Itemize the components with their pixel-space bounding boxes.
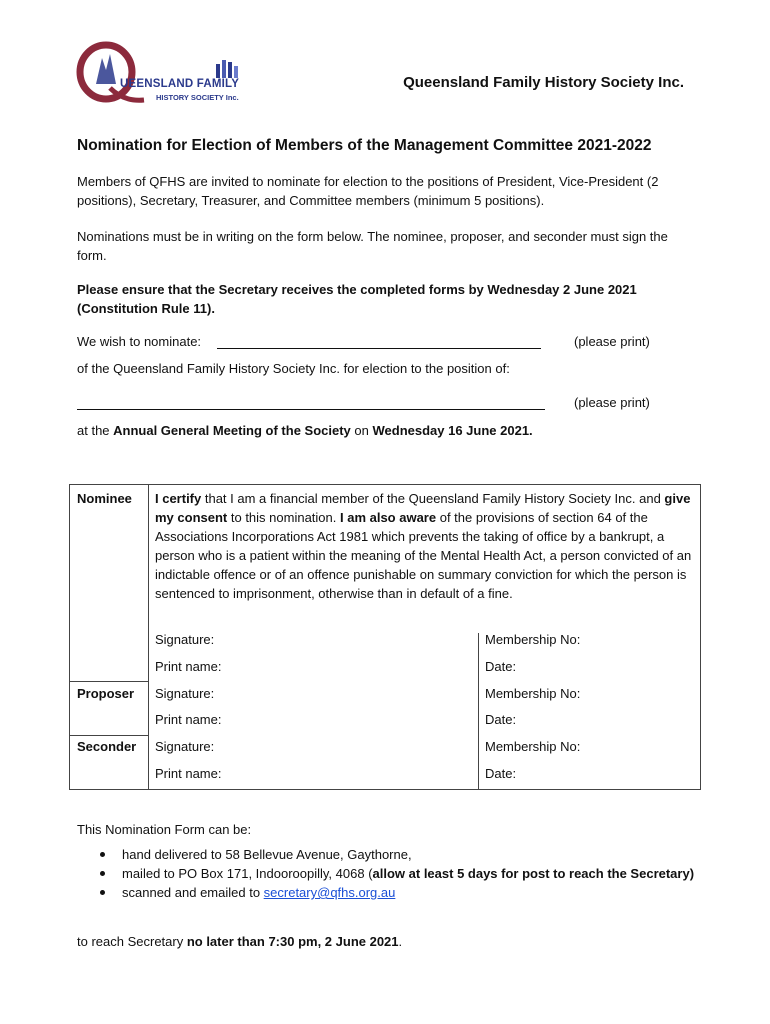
nominee-signature-field[interactable]: Signature:: [155, 632, 215, 647]
certify-bold: I certify: [155, 491, 202, 506]
list-item: [96, 864, 696, 883]
seconder-print-name-field[interactable]: Print name:: [155, 766, 222, 781]
position-label: of the Queensland Family History Society Inc. for election to the position of:: [77, 361, 510, 376]
seconder-label: Seconder: [77, 739, 137, 754]
row-divider-proposer: [70, 681, 148, 682]
position-field[interactable]: [77, 409, 545, 410]
final-deadline: [77, 932, 402, 951]
agm-prefix: at the: [77, 423, 114, 438]
table-column-divider: [148, 485, 149, 789]
print-note-2: (please print): [574, 395, 650, 410]
print-note-1: (please print): [574, 334, 650, 349]
proposer-label: Proposer: [77, 686, 135, 701]
proposer-membership-field[interactable]: Membership No:: [485, 686, 581, 701]
agm-mid: on: [350, 423, 373, 438]
final-deadline-text: to reach Secretary: [77, 934, 187, 949]
deadline-notice: Please ensure that the Secretary receives the completed forms by Wednesday 2 June 2021 (Constitution Rule 11).: [77, 282, 637, 316]
nominee-date-field[interactable]: Date:: [485, 659, 517, 674]
organisation-name: Queensland Family History Society Inc.: [403, 74, 684, 91]
row-divider-seconder: [70, 735, 148, 736]
post-warning: allow at least 5 days for post to reach the Secretary): [372, 866, 695, 881]
certify-text-2: to this nomination.: [227, 510, 340, 525]
email-text: scanned and emailed to: [122, 885, 264, 900]
signature-table: [69, 484, 701, 790]
logo-wordmark: UEENSLAND FAMILY: [120, 78, 240, 90]
nominee-certification: [155, 489, 695, 603]
hand-delivery-text: hand delivered to 58 Bellevue Avenue, Gaythorne,: [122, 847, 412, 862]
final-deadline-end: .: [398, 934, 403, 949]
nominate-label: We wish to nominate:: [77, 334, 202, 349]
consent-bold: give my consent: [155, 491, 691, 525]
final-deadline-bold: no later than 7:30 pm, 2 June 2021: [186, 934, 399, 949]
post-text: mailed to PO Box 171, Indooroopilly, 4068 (: [122, 866, 373, 881]
submission-intro: This Nomination Form can be:: [77, 822, 252, 837]
agm-name: Annual General Meeting of the Society: [113, 423, 351, 438]
seconder-date-field[interactable]: Date:: [485, 766, 517, 781]
secretary-email-link[interactable]: secretary@qfhs.org.au: [263, 885, 396, 900]
certify-text-3: of the provisions of section 64 of the Associations Incorporations Act 1981 which prevents the taking of office by a bankrupt, a person who is a patient within the meaning of the Mental Health Act, a person convicted of an indictable offence or of an offence punishable on summary conviction for which the person is sentenced to imprisonment, otherwise than in default of a fine.: [155, 510, 692, 601]
submission-methods-list: [96, 845, 696, 902]
qfhs-logo: [76, 40, 244, 108]
nominee-print-name-field[interactable]: Print name:: [155, 659, 222, 674]
seconder-membership-field[interactable]: Membership No:: [485, 739, 581, 754]
logo-subtitle: HISTORY SOCIETY Inc.: [156, 93, 239, 102]
list-item: [96, 845, 696, 864]
agm-statement: [77, 423, 533, 438]
table-inner-divider: [478, 633, 479, 789]
nominee-name-field[interactable]: [217, 348, 541, 349]
certify-text-1: that I am a financial member of the Queensland Family History Society Inc. and: [201, 491, 665, 506]
proposer-signature-field[interactable]: Signature:: [155, 686, 215, 701]
intro-paragraph-2: Nominations must be in writing on the form below. The nominee, proposer, and seconder must sign the form.: [77, 229, 668, 263]
form-title: Nomination for Election of Members of the Management Committee 2021-2022: [77, 137, 652, 154]
proposer-print-name-field[interactable]: Print name:: [155, 712, 222, 727]
list-item: [96, 883, 696, 902]
intro-paragraph-1: Members of QFHS are invited to nominate for election to the positions of President, Vice-President (2 positions), Secretary, Treasurer, and Committee members (minimum 5 positions).: [77, 174, 659, 208]
nominee-label: Nominee: [77, 491, 132, 506]
proposer-date-field[interactable]: Date:: [485, 712, 517, 727]
nominee-membership-field[interactable]: Membership No:: [485, 632, 581, 647]
agm-date: Wednesday 16 June 2021.: [372, 423, 533, 438]
aware-bold: I am also aware: [339, 510, 437, 525]
seconder-signature-field[interactable]: Signature:: [155, 739, 215, 754]
